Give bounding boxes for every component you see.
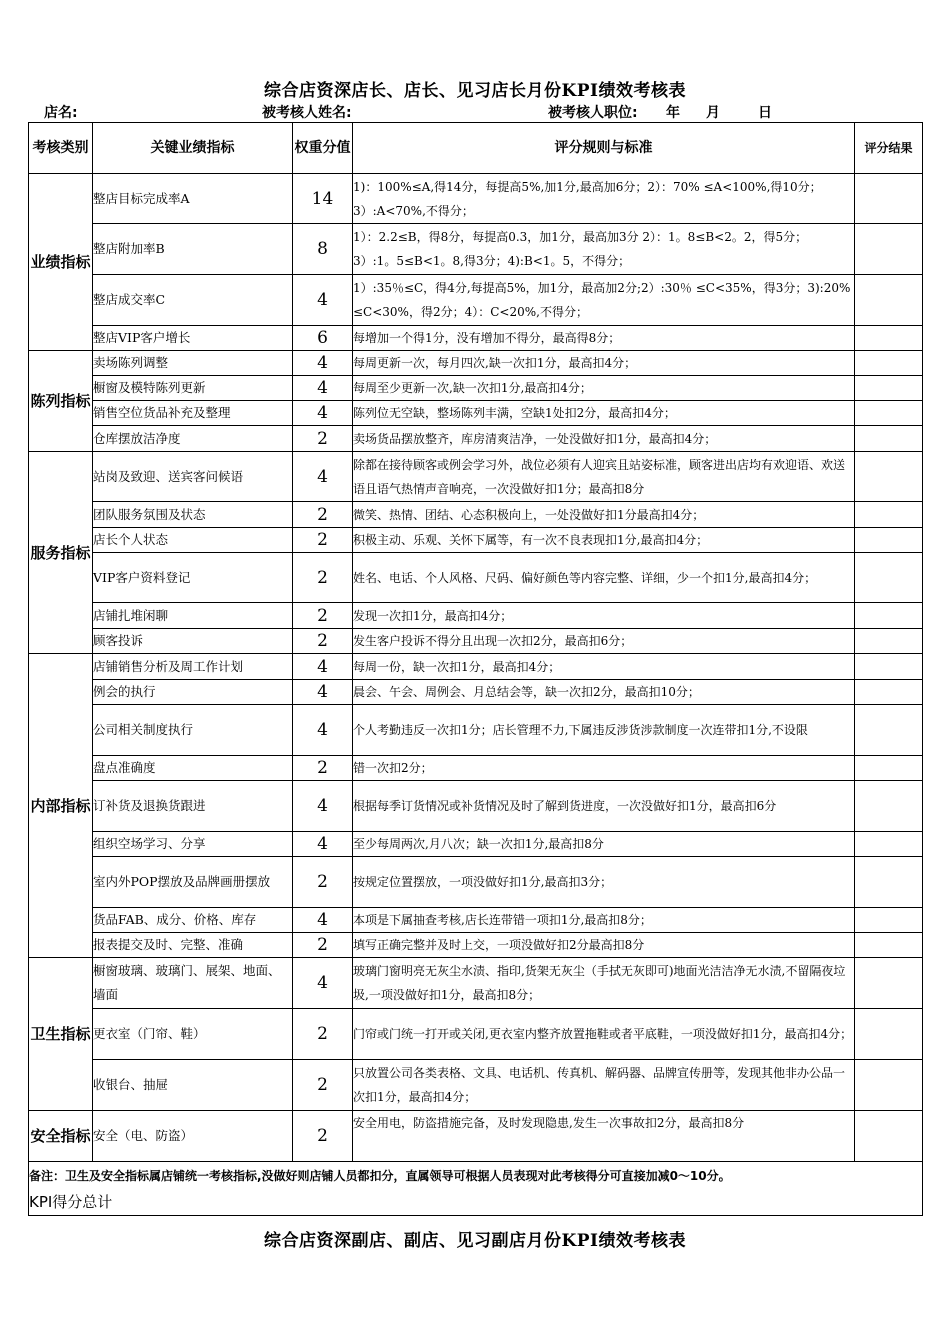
- next-table-title: 综合店资深副店、副店、见习副店月份KPI绩效考核表: [263, 1231, 686, 1251]
- weight-cell: 4: [293, 958, 353, 1009]
- indicator-cell: 货品FAB、成分、价格、库存: [93, 908, 293, 933]
- result-input-cell[interactable]: [855, 426, 923, 452]
- result-input-cell[interactable]: [855, 781, 923, 832]
- table-row: [29, 1060, 923, 1111]
- rule-cell: 每增加一个得1分，没有增加不得分，最高得8分；: [353, 326, 855, 351]
- weight-cell: 4: [293, 908, 353, 933]
- result-input-cell[interactable]: [855, 654, 923, 680]
- result-input-cell[interactable]: [855, 603, 923, 629]
- rule-cell: 发现一次扣1分，最高扣4分；: [353, 603, 855, 629]
- table-row: [29, 275, 923, 326]
- table-row: [29, 528, 923, 553]
- indicator-cell: 室内外POP摆放及品牌画册摆放: [93, 857, 293, 908]
- rule-cell: 本项是下属抽查考核,店长连带错一项扣1分,最高扣8分；: [353, 908, 855, 933]
- kpi-total-label: KPI得分总计: [29, 1190, 923, 1216]
- indicator-cell: 橱窗玻璃、玻璃门、展架、地面、墙面: [93, 958, 293, 1009]
- page-title: 综合店资深店长、店长、见习店长月份KPI绩效考核表: [263, 81, 686, 101]
- result-input-cell[interactable]: [855, 756, 923, 781]
- weight-cell: 2: [293, 857, 353, 908]
- rule-cell: 积极主动、乐观、关怀下属等，有一次不良表现扣1分,最高扣4分；: [353, 528, 855, 553]
- result-input-cell[interactable]: [855, 528, 923, 553]
- result-input-cell[interactable]: [855, 705, 923, 756]
- table-row: [29, 654, 923, 680]
- table-row: [29, 857, 923, 908]
- category-cell: 安全指标: [29, 1111, 93, 1162]
- header-category: 考核类别: [29, 123, 93, 174]
- indicator-cell: 订补货及退换货跟进: [93, 781, 293, 832]
- indicator-cell: 整店成交率C: [93, 275, 293, 326]
- result-input-cell[interactable]: [855, 326, 923, 351]
- category-cell: 陈列指标: [29, 351, 93, 452]
- rule-cell: 每周至少更新一次,缺一次扣1分,最高扣4分；: [353, 376, 855, 401]
- table-row: [29, 426, 923, 452]
- indicator-cell: 店长个人状态: [93, 528, 293, 553]
- indicator-cell: 更衣室（门帘、鞋）: [93, 1009, 293, 1060]
- result-input-cell[interactable]: [855, 857, 923, 908]
- rule-cell: 只放置公司各类表格、文具、电话机、传真机、解码器、品牌宣传册等，发现其他非办公品一次扣1分，最高扣4分；: [353, 1060, 855, 1111]
- year-label: 年: [666, 105, 680, 121]
- result-input-cell[interactable]: [855, 452, 923, 502]
- indicator-cell: VIP客户资料登记: [93, 553, 293, 603]
- table-row: [29, 603, 923, 629]
- evaluee-position-label: 被考核人职位:: [548, 105, 638, 121]
- weight-cell: 2: [293, 528, 353, 553]
- indicator-cell: 收银台、抽屉: [93, 1060, 293, 1111]
- weight-cell: 4: [293, 654, 353, 680]
- indicator-cell: 店铺销售分析及周工作计划: [93, 654, 293, 680]
- table-row: [29, 629, 923, 654]
- note-text: 备注：卫生及安全指标属店铺统一考核指标,没做好则店铺人员都扣分，直属领导可根据人员表现对此考核得分可直接加减0～10分。: [29, 1162, 923, 1190]
- table-row: [29, 326, 923, 351]
- evaluee-name-label: 被考核人姓名:: [262, 105, 352, 121]
- table-row: [29, 351, 923, 376]
- table-row: [29, 376, 923, 401]
- result-input-cell[interactable]: [855, 553, 923, 603]
- result-input-cell[interactable]: [855, 224, 923, 275]
- table-row: [29, 958, 923, 1009]
- rule-cell: 发生客户投诉不得分且出现一次扣2分，最高扣6分；: [353, 629, 855, 654]
- weight-cell: 4: [293, 781, 353, 832]
- weight-cell: 8: [293, 224, 353, 275]
- result-input-cell[interactable]: [855, 1009, 923, 1060]
- indicator-cell: 卖场陈列调整: [93, 351, 293, 376]
- indicator-cell: 整店附加率B: [93, 224, 293, 275]
- rule-cell: 陈列位无空缺，整场陈列丰满，空缺1处扣2分，最高扣4分；: [353, 401, 855, 426]
- result-input-cell[interactable]: [855, 351, 923, 376]
- result-input-cell[interactable]: [855, 933, 923, 958]
- weight-cell: 2: [293, 603, 353, 629]
- rule-cell: 个人考勤违反一次扣1分；店长管理不力,下属违反涉货涉款制度一次连带扣1分,不设限: [353, 705, 855, 756]
- indicator-cell: 销售空位货品补充及整理: [93, 401, 293, 426]
- indicator-cell: 整店VIP客户增长: [93, 326, 293, 351]
- header-rule: 评分规则与标准: [353, 123, 855, 174]
- weight-cell: 4: [293, 705, 353, 756]
- table-row: [29, 756, 923, 781]
- weight-cell: 2: [293, 553, 353, 603]
- table-row: [29, 174, 923, 224]
- rule-cell: 至少每周两次,月八次；缺一次扣1分,最高扣8分: [353, 832, 855, 857]
- indicator-cell: 组织空场学习、分享: [93, 832, 293, 857]
- category-cell: 服务指标: [29, 452, 93, 654]
- note-row: [29, 1162, 923, 1190]
- rule-cell: 玻璃门窗明亮无灰尘水渍、指印,货架无灰尘（手拭无灰即可)地面光洁洁净无水渍,不留隔夜垃圾,一项没做好扣1分，最高扣8分；: [353, 958, 855, 1009]
- result-input-cell[interactable]: [855, 275, 923, 326]
- table-row: [29, 224, 923, 275]
- indicator-cell: 安全（电、防盗）: [93, 1111, 293, 1162]
- rule-cell: 根据每季订货情况或补货情况及时了解到货进度，一次没做好扣1分，最高扣6分: [353, 781, 855, 832]
- table-header-row: [29, 123, 923, 174]
- rule-cell: 按规定位置摆放，一项没做好扣1分,最高扣3分；: [353, 857, 855, 908]
- rule-cell: 1）：2.2≤B，得8分，每提高0.3，加1分，最高加3分 2）：1。8≤B<2。2，得5分； 3）:1。5≤B<1。8,得3分；4):B<1。5，不得分；: [353, 224, 855, 275]
- table-row: [29, 1009, 923, 1060]
- rule-cell: 错一次扣2分；: [353, 756, 855, 781]
- indicator-cell: 站岗及致迎、送宾客问候语: [93, 452, 293, 502]
- rule-cell: 卖场货品摆放整齐，库房清爽洁净，一处没做好扣1分，最高扣4分；: [353, 426, 855, 452]
- indicator-cell: 例会的执行: [93, 680, 293, 705]
- table-row: [29, 933, 923, 958]
- result-input-cell[interactable]: [855, 401, 923, 426]
- result-input-cell[interactable]: [855, 908, 923, 933]
- rule-cell: 安全用电，防盗措施完备，及时发现隐患,发生一次事故扣2分，最高扣8分: [353, 1111, 855, 1162]
- indicator-cell: 公司相关制度执行: [93, 705, 293, 756]
- indicator-cell: 仓库摆放洁净度: [93, 426, 293, 452]
- indicator-cell: 顾客投诉: [93, 629, 293, 654]
- rule-cell: 门帘或门统一打开或关闭,更衣室内整齐放置拖鞋或者平底鞋，一项没做好扣1分，最高扣4分；: [353, 1009, 855, 1060]
- weight-cell: 2: [293, 1060, 353, 1111]
- weight-cell: 2: [293, 756, 353, 781]
- weight-cell: 4: [293, 832, 353, 857]
- weight-cell: 4: [293, 401, 353, 426]
- result-input-cell[interactable]: [855, 502, 923, 528]
- result-input-cell[interactable]: [855, 832, 923, 857]
- weight-cell: 4: [293, 376, 353, 401]
- weight-cell: 2: [293, 629, 353, 654]
- rule-cell: 晨会、午会、周例会、月总结会等，缺一次扣2分，最高扣10分；: [353, 680, 855, 705]
- category-cell: 卫生指标: [29, 958, 93, 1111]
- weight-cell: 4: [293, 275, 353, 326]
- table-row: [29, 452, 923, 502]
- weight-cell: 14: [293, 174, 353, 224]
- category-cell: 业绩指标: [29, 174, 93, 351]
- table-row: [29, 1111, 923, 1162]
- day-label: 日: [758, 105, 772, 121]
- table-row: [29, 705, 923, 756]
- rule-cell: 每周更新一次，每月四次,缺一次扣1分，最高扣4分；: [353, 351, 855, 376]
- category-cell: 内部指标: [29, 654, 93, 958]
- weight-cell: 2: [293, 502, 353, 528]
- weight-cell: 2: [293, 1009, 353, 1060]
- weight-cell: 2: [293, 1111, 353, 1162]
- indicator-cell: 报表提交及时、完整、准确: [93, 933, 293, 958]
- rule-cell: 填写正确完整并及时上交，一项没做好扣2分最高扣8分: [353, 933, 855, 958]
- indicator-cell: 店铺扎堆闲聊: [93, 603, 293, 629]
- table-body: [29, 174, 923, 1162]
- indicator-cell: 盘点准确度: [93, 756, 293, 781]
- weight-cell: 6: [293, 326, 353, 351]
- result-input-cell[interactable]: [855, 376, 923, 401]
- header-result: 评分结果: [855, 123, 923, 174]
- result-input-cell[interactable]: [855, 174, 923, 224]
- rule-cell: 微笑、热情、团结、心态积极向上，一处没做好扣1分最高扣4分；: [353, 502, 855, 528]
- rule-cell: 1)：100%≤A,得14分，每提高5%,加1分,最高加6分；2）：70% ≤A<100%,得10分；3）:A<70%,不得分；: [353, 174, 855, 224]
- result-input-cell[interactable]: [855, 680, 923, 705]
- rule-cell: 1）:35％≤C，得4分,每提高5%，加1分，最高加2分;2）:30％ ≤C<35%，得3分；3):20% ≤C<30%，得2分；4）：C<20%,不得分；: [353, 275, 855, 326]
- table-row: [29, 908, 923, 933]
- rule-cell: 每周一份，缺一次扣1分，最高扣4分；: [353, 654, 855, 680]
- total-row: [29, 1190, 923, 1216]
- store-name-label: 店名:: [44, 105, 78, 121]
- table-row: [29, 832, 923, 857]
- weight-cell: 4: [293, 680, 353, 705]
- table-row: [29, 680, 923, 705]
- table-row: [29, 502, 923, 528]
- kpi-table: [28, 122, 923, 1216]
- rule-cell: 除都在接待顾客或例会学习外，战位必须有人迎宾且站姿标准，顾客进出店均有欢迎语、欢送语且语气热情声音响亮，一次没做好扣1分；最高扣8分: [353, 452, 855, 502]
- weight-cell: 2: [293, 426, 353, 452]
- weight-cell: 4: [293, 452, 353, 502]
- table-row: [29, 553, 923, 603]
- weight-cell: 2: [293, 933, 353, 958]
- header-weight: 权重分值: [293, 123, 353, 174]
- month-label: 月: [706, 105, 720, 121]
- indicator-cell: 整店目标完成率A: [93, 174, 293, 224]
- result-input-cell[interactable]: [855, 958, 923, 1009]
- result-input-cell[interactable]: [855, 1060, 923, 1111]
- table-row: [29, 401, 923, 426]
- result-input-cell[interactable]: [855, 629, 923, 654]
- weight-cell: 4: [293, 351, 353, 376]
- rule-cell: 姓名、电话、个人风格、尺码、偏好颜色等内容完整、详细，少一个扣1分,最高扣4分；: [353, 553, 855, 603]
- indicator-cell: 团队服务氛围及状态: [93, 502, 293, 528]
- indicator-cell: 橱窗及模特陈列更新: [93, 376, 293, 401]
- result-input-cell[interactable]: [855, 1111, 923, 1162]
- table-row: [29, 781, 923, 832]
- header-indicator: 关键业绩指标: [93, 123, 293, 174]
